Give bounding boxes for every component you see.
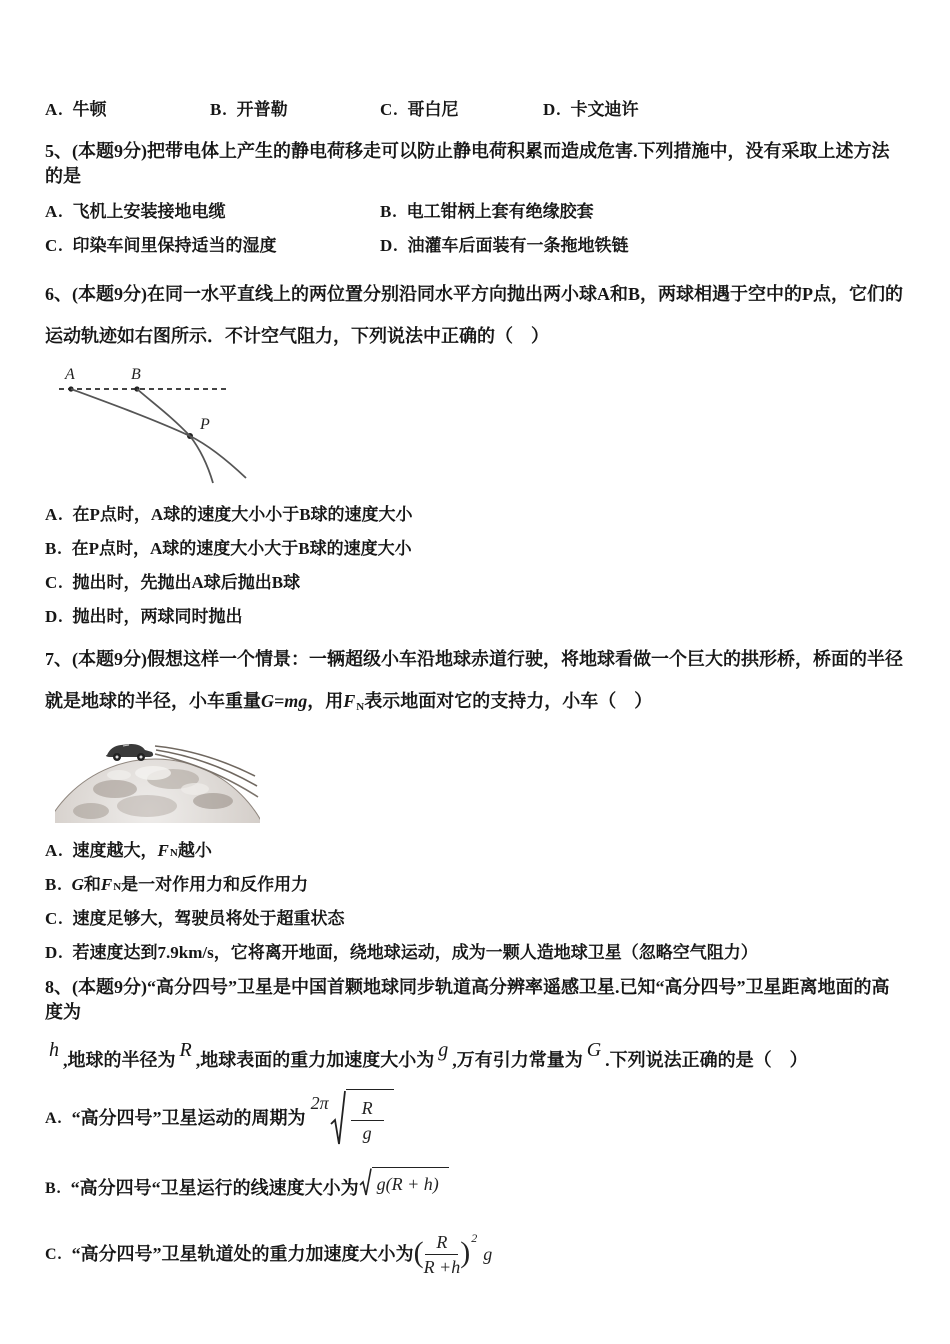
q7-option-c: C. 速度足够大，驾驶员将处于超重状态 (45, 906, 906, 931)
radicand: g(R + h) (376, 1173, 439, 1194)
q8-seg-3: ,地球表面的重力加速度大小为 (195, 1050, 435, 1070)
var-h: h (49, 1039, 59, 1061)
option-letter: C. (45, 909, 64, 928)
q5-option-b: B. 电工钳柄上套有绝缘胶套 (380, 202, 594, 221)
gravity-symbol: G (71, 875, 84, 894)
q5-option-a: A. 飞机上安装接地电缆 (45, 202, 226, 221)
force-subscript: N (113, 881, 122, 893)
sqrt-expression (359, 1167, 449, 1197)
option-letter: D. (45, 607, 64, 626)
figure-label-a: A (65, 366, 75, 383)
q4-options-row (45, 97, 906, 122)
formula-acceleration (414, 1231, 493, 1278)
formula-period (306, 1089, 394, 1147)
option-letter: C. (380, 100, 399, 119)
q6-options (45, 502, 906, 629)
option-letter: A. (45, 1109, 63, 1127)
radical-sign (359, 1167, 372, 1197)
coefficient-2pi: 2π (310, 1092, 329, 1113)
option-letter: A. (45, 202, 64, 221)
q4-option-d: D. 卡文迪许 (543, 100, 639, 119)
var-big-g: G (586, 1039, 602, 1061)
formula-velocity (359, 1167, 449, 1197)
figure-label-p: P (200, 416, 210, 433)
q8-option-b: B. “高分四号“卫星运行的线速度大小为 g(R + h) (45, 1173, 906, 1203)
option-letter: A. (45, 841, 64, 860)
car-icon (106, 744, 153, 761)
trajectory-b-curve (137, 389, 213, 483)
force-subscript: N (169, 847, 178, 859)
weight-equation: G=mg (261, 691, 308, 711)
option-letter: B. (45, 875, 63, 894)
q6-option-d: D. 抛出时，两球同时抛出 (45, 604, 906, 629)
q7-option-a: A. 速度越大， F N 越小 (45, 838, 906, 863)
q6-option-a: A. 在P点时，A球的速度大小小于B球的速度大小 (45, 502, 906, 527)
figure-label-p-b: B (131, 366, 141, 383)
q5-options (45, 199, 906, 258)
q7-stem (45, 638, 906, 725)
option-letter: A. (45, 505, 64, 524)
q7-stem-text-2: ，用 (307, 691, 344, 711)
sqrt-expression (330, 1089, 394, 1147)
option-letter: C. (45, 573, 64, 592)
force-symbol: F (343, 691, 356, 711)
g-factor: g (483, 1244, 493, 1264)
earth-car-figure (55, 731, 906, 828)
q4-option-b: B. 开普勒 (210, 100, 288, 119)
q8-option-a: A. “高分四号”卫星运动的周期为 2π $\frac{R}{g}$ (45, 1089, 906, 1147)
option-letter: B. (45, 1179, 62, 1197)
exponent: 2 (471, 1231, 478, 1245)
trajectory-figure (47, 365, 906, 492)
force-subscript: N (356, 701, 365, 713)
q8-seg-2: ,地球的半径为 (63, 1050, 176, 1070)
q7-stem-text-3: 表示地面对它的支持力，小车（ ） (364, 691, 653, 711)
q8-seg-4: ,万有引力常量为 (452, 1050, 583, 1070)
fraction-r-over-g: $\frac{R}{g}$ (351, 1097, 384, 1144)
q6-stem: 6、(本题9分)在同一水平直线上的两位置分别沿同水平方向抛出两小球A和B，两球相遇于空中的P点，它们的运动轨迹如右图所示．不计空气阻力，下列说法中正确的（ ） (45, 284, 903, 346)
var-r: R (179, 1039, 192, 1061)
q8-option-c: C. “高分四号”卫星轨道处的重力加速度大小为 ( $\frac{R}{R +h}$ ) 2 g (45, 1231, 906, 1278)
force-symbol: F (100, 875, 113, 894)
option-letter: C. (45, 1246, 63, 1263)
option-letter: D. (45, 943, 64, 962)
q8-stem-line2 (45, 1039, 906, 1075)
q5-option-d: D. 油灌车后面装有一条拖地铁链 (380, 236, 629, 255)
q4-option-c: C. 哥白尼 (380, 100, 459, 119)
option-letter: B. (380, 202, 398, 221)
q8-seg-5: .下列说法正确的是（ ） (605, 1050, 808, 1070)
option-letter: B. (45, 539, 63, 558)
q7-options (45, 838, 906, 965)
earth-globe (55, 759, 260, 823)
q5-option-c: C. 印染车间里保持适当的湿度 (45, 236, 277, 255)
q6-option-b: B. 在P点时，A球的速度大小大于B球的速度大小 (45, 536, 906, 561)
force-symbol: F (157, 841, 169, 860)
left-paren: ( (413, 1235, 424, 1269)
right-paren: ) (460, 1235, 471, 1269)
var-g: g (438, 1039, 449, 1061)
option-letter: B. (210, 100, 228, 119)
q7-option-b: B. G 和 F N 是一对作用力和反作用力 (45, 872, 906, 897)
q6-option-c: C. 抛出时，先抛出A球后抛出B球 (45, 570, 906, 595)
q4-option-a: A. 牛顿 (45, 100, 107, 119)
q7-option-d: D. 若速度达到7.9km/s，它将离开地面，绕地球运动，成为一颗人造地球卫星（忽略空气阻力） (45, 940, 906, 965)
trajectory-a-curve (71, 389, 246, 478)
option-letter: D. (543, 100, 562, 119)
q5-stem: 5、(本题9分)把带电体上产生的静电荷移走可以防止静电荷积累而造成危害.下列措施中，没有采取上述方法的是 (45, 141, 890, 186)
option-letter: A. (45, 100, 64, 119)
radical-sign (330, 1089, 346, 1147)
q7-stem-text-1: 7、(本题9分)假想这样一个情景：一辆超级小车沿地球赤道行驶，将地球看做一个巨大的拱形桥，桥面的半径就是地球的半径，小车重量 (45, 649, 903, 711)
fraction-r-over-r-plus-h: $\frac{R}{R +h}$ (423, 1232, 461, 1277)
q8-stem-line1: 8、(本题9分)“高分四号”卫星是中国首颗地球同步轨道高分辨率遥感卫星.已知“高分四号”卫星距离地面的高度为 (45, 977, 890, 1022)
option-letter: D. (380, 236, 399, 255)
option-letter: C. (45, 236, 64, 255)
